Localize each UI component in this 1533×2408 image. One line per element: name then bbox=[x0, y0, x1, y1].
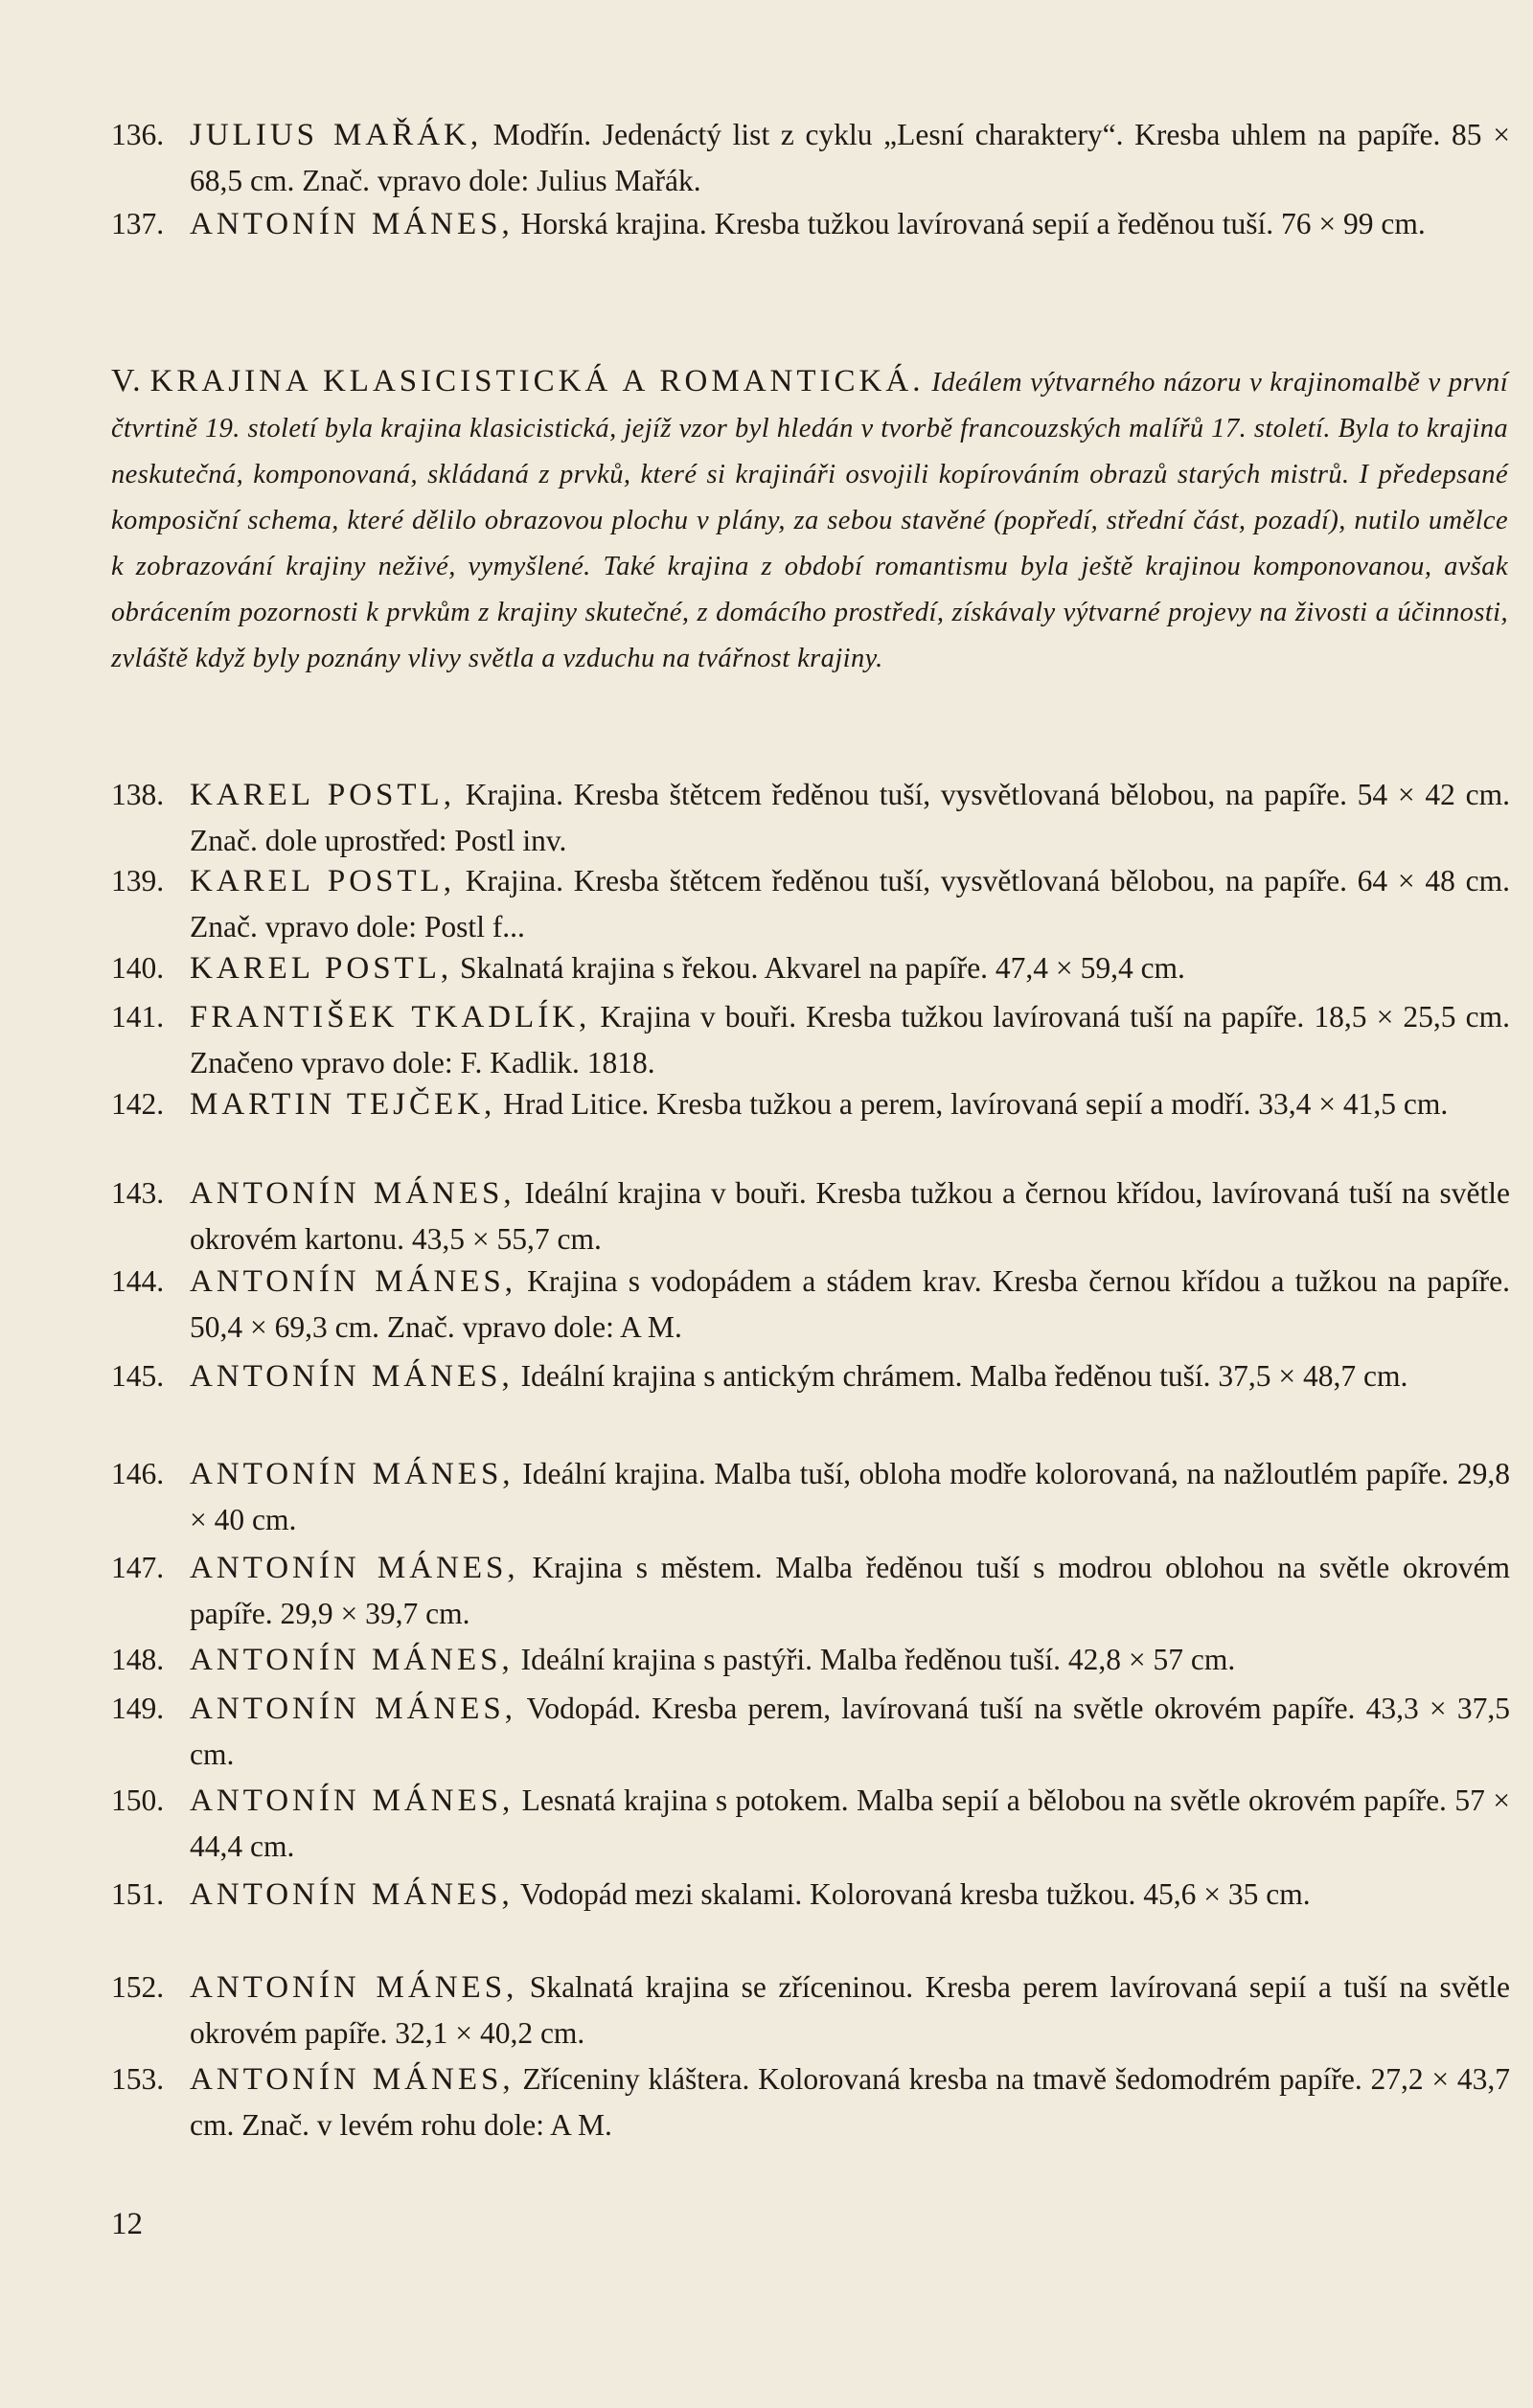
entry-text: Skalnatá krajina se zříceninou. Kresba perem lavírovaná sepií a tuší na světle okrovém papíře. 32,1 × 40,2 cm. bbox=[190, 1970, 1510, 2050]
entry-body bbox=[190, 1872, 1510, 1918]
catalog-entry bbox=[111, 112, 1510, 204]
catalog-entry bbox=[111, 1259, 1510, 1351]
entry-artist: ANTONÍN MÁNES, bbox=[190, 1877, 514, 1912]
entry-body bbox=[190, 1353, 1510, 1399]
entry-text: Krajina. Kresba štětcem ředěnou tuší, vysvětlovaná bělobou, na papíře. 64 × 48 cm. Znač. vpravo dole: Postl f... bbox=[190, 864, 1510, 943]
entry-body bbox=[190, 1170, 1510, 1262]
entry-text: Krajina s vodopádem a stádem krav. Kresba černou křídou a tužkou na papíře. 50,4 × 69,3 cm. Znač. vpravo dole: A M. bbox=[190, 1264, 1510, 1344]
entry-body bbox=[190, 1965, 1510, 2056]
entry-text: Ideální krajina. Malba tuší, obloha modře kolorovaná, na nažloutlém papíře. 29,8 × 40 cm. bbox=[190, 1457, 1510, 1536]
entry-number: 138. bbox=[111, 778, 165, 811]
entry-number: 146. bbox=[111, 1457, 165, 1490]
entry-text: Horská krajina. Kresba tužkou lavírovaná sepií a ředěnou tuší. 76 × 99 cm. bbox=[513, 207, 1426, 240]
entry-artist: ANTONÍN MÁNES, bbox=[190, 1176, 515, 1211]
entry-text: Zříceniny kláštera. Kolorovaná kresba na tmavě šedomodrém papíře. 27,2 × 43,7 cm. Znač. v levém rohu dole: A M. bbox=[190, 2062, 1511, 2142]
entry-number: 143. bbox=[111, 1176, 165, 1210]
entry-text: Hrad Litice. Kresba tužkou a perem, lavírovaná sepií a modří. 33,4 × 41,5 cm. bbox=[495, 1087, 1449, 1121]
entry-number: 153. bbox=[111, 2062, 165, 2096]
entry-number: 139. bbox=[111, 864, 165, 897]
entry-artist: KAREL POSTL, bbox=[190, 778, 455, 812]
entry-body bbox=[190, 1637, 1510, 1683]
entry-body bbox=[190, 1259, 1510, 1351]
entry-text: Ideální krajina v bouři. Kresba tužkou a černou křídou, lavírovaná tuší na světle okrovém kartonu. 43,5 × 55,7 cm. bbox=[190, 1176, 1510, 1256]
entry-body bbox=[190, 1451, 1510, 1543]
entry-text: Krajina. Kresba štětcem ředěnou tuší, vysvětlovaná bělobou, na papíře. 54 × 42 cm. Znač. dole uprostřed: Postl inv. bbox=[190, 778, 1510, 857]
entry-artist: ANTONÍN MÁNES, bbox=[190, 1783, 515, 1818]
catalog-entry bbox=[111, 1451, 1510, 1543]
catalog-entry bbox=[111, 2056, 1510, 2148]
entry-body bbox=[190, 1081, 1510, 1127]
entry-body bbox=[190, 112, 1510, 204]
catalog-entry bbox=[111, 1965, 1510, 2056]
entry-artist: FRANTIŠEK TKADLÍK, bbox=[190, 1000, 591, 1034]
catalog-entry bbox=[111, 1353, 1510, 1399]
catalog-entry bbox=[111, 1686, 1510, 1778]
entry-artist: MARTIN TEJČEK, bbox=[190, 1087, 496, 1122]
entry-text: Krajina v bouři. Kresba tužkou lavírovaná tuší na papíře. 18,5 × 25,5 cm. Značeno vpravo dole: F. Kadlik. 1818. bbox=[190, 1000, 1510, 1079]
entry-artist: ANTONÍN MÁNES, bbox=[190, 1643, 514, 1677]
entry-text: Vodopád. Kresba perem, lavírovaná tuší na světle okrovém papíře. 43,3 × 37,5 cm. bbox=[190, 1692, 1511, 1771]
page-number: 12 bbox=[111, 2207, 143, 2241]
entry-body bbox=[190, 2056, 1510, 2148]
entry-number: 140. bbox=[111, 951, 165, 985]
section-number: V. bbox=[111, 363, 143, 398]
entry-body bbox=[190, 1686, 1510, 1778]
entry-artist: ANTONÍN MÁNES, bbox=[190, 2062, 515, 2097]
entry-artist: JULIUS MAŘÁK, bbox=[190, 118, 483, 152]
entry-text: Modřín. Jedenáctý list z cyklu „Lesní charaktery“. Kresba uhlem na papíře. 85 × 68,5 cm. Znač. vpravo dole: Julius Mařák. bbox=[190, 118, 1510, 197]
entry-number: 141. bbox=[111, 1000, 165, 1034]
catalog-entry bbox=[111, 945, 1510, 991]
entry-artist: ANTONÍN MÁNES, bbox=[190, 1264, 517, 1299]
entry-body bbox=[190, 945, 1510, 991]
entry-body bbox=[190, 1545, 1510, 1637]
section-text: Ideálem výtvarného názoru v krajinomalbě v první čtvrtině 19. století byla krajina klasicistická, jejíž vzor byl hledán v tvorbě francouzských malířů 17. století. Byla to krajina neskutečná, komponovaná, skládaná z prvků, které si krajináři osvojili kopírováním obrazů starých mistrů. I předepsané komposiční schema, které dělilo obrazovou plochu v plány, za sebou stavěné (popředí, střední část, pozadí), nutilo umělce k zobrazování krajiny neživé, vymyšlené. Také krajina z období romantismu byla ještě krajinou komponovanou, avšak obrácením pozornosti k prvkům z krajiny skutečné, z domácího prostředí, získávaly výtvarné projevy na živosti a účinnosti, zvláště když byly poznány vlivy světla a vzduchu na tvářnost krajiny. bbox=[111, 368, 1509, 673]
catalog-entry bbox=[111, 1778, 1510, 1870]
entry-number: 148. bbox=[111, 1643, 165, 1676]
catalog-entry bbox=[111, 1872, 1510, 1918]
entry-number: 144. bbox=[111, 1264, 165, 1298]
entry-body bbox=[190, 201, 1510, 247]
entry-number: 142. bbox=[111, 1087, 165, 1121]
entry-artist: ANTONÍN MÁNES, bbox=[190, 207, 514, 241]
section-heading: KRAJINA KLASICISTICKÁ A ROMANTICKÁ. bbox=[149, 364, 925, 398]
entry-text: Krajina s městem. Malba ředěnou tuší s modrou oblohou na světle okrovém papíře. 29,9 × 39,7 cm. bbox=[190, 1551, 1510, 1630]
entry-body bbox=[190, 772, 1510, 864]
entry-text: Lesnatá krajina s potokem. Malba sepií a bělobou na světle okrovém papíře. 57 × 44,4 cm. bbox=[190, 1783, 1510, 1863]
catalog-entry bbox=[111, 1637, 1510, 1683]
entry-number: 151. bbox=[111, 1877, 165, 1911]
entry-text: Skalnatá krajina s řekou. Akvarel na papíře. 47,4 × 59,4 cm. bbox=[452, 951, 1185, 985]
entry-text: Ideální krajina s antickým chrámem. Malba ředěnou tuší. 37,5 × 48,7 cm. bbox=[513, 1359, 1408, 1393]
entry-number: 137. bbox=[111, 207, 165, 240]
section-intro bbox=[111, 358, 1508, 682]
entry-number: 136. bbox=[111, 118, 165, 151]
catalog-entry bbox=[111, 1081, 1510, 1127]
entry-number: 149. bbox=[111, 1692, 165, 1725]
entry-artist: ANTONÍN MÁNES, bbox=[190, 1551, 519, 1585]
catalog-entry bbox=[111, 772, 1510, 864]
entry-text: Ideální krajina s pastýři. Malba ředěnou tuší. 42,8 × 57 cm. bbox=[513, 1643, 1236, 1676]
entry-artist: ANTONÍN MÁNES, bbox=[190, 1457, 515, 1491]
entry-number: 145. bbox=[111, 1359, 165, 1393]
entry-artist: KAREL POSTL, bbox=[190, 864, 455, 898]
entry-artist: ANTONÍN MÁNES, bbox=[190, 1359, 514, 1394]
entry-number: 147. bbox=[111, 1551, 165, 1584]
entry-number: 152. bbox=[111, 1970, 165, 2004]
catalog-entry bbox=[111, 858, 1510, 950]
entry-artist: ANTONÍN MÁNES, bbox=[190, 1692, 517, 1726]
catalog-entry bbox=[111, 1170, 1510, 1262]
catalog-entry bbox=[111, 201, 1510, 247]
entry-artist: ANTONÍN MÁNES, bbox=[190, 1970, 518, 2005]
entry-artist: KAREL POSTL, bbox=[190, 951, 453, 986]
entry-body bbox=[190, 1778, 1510, 1870]
entry-body bbox=[190, 994, 1510, 1086]
catalog-entry bbox=[111, 994, 1510, 1086]
entry-text: Vodopád mezi skalami. Kolorovaná kresba tužkou. 45,6 × 35 cm. bbox=[513, 1877, 1311, 1911]
entry-number: 150. bbox=[111, 1783, 165, 1817]
entry-body bbox=[190, 858, 1510, 950]
catalog-entry bbox=[111, 1545, 1510, 1637]
